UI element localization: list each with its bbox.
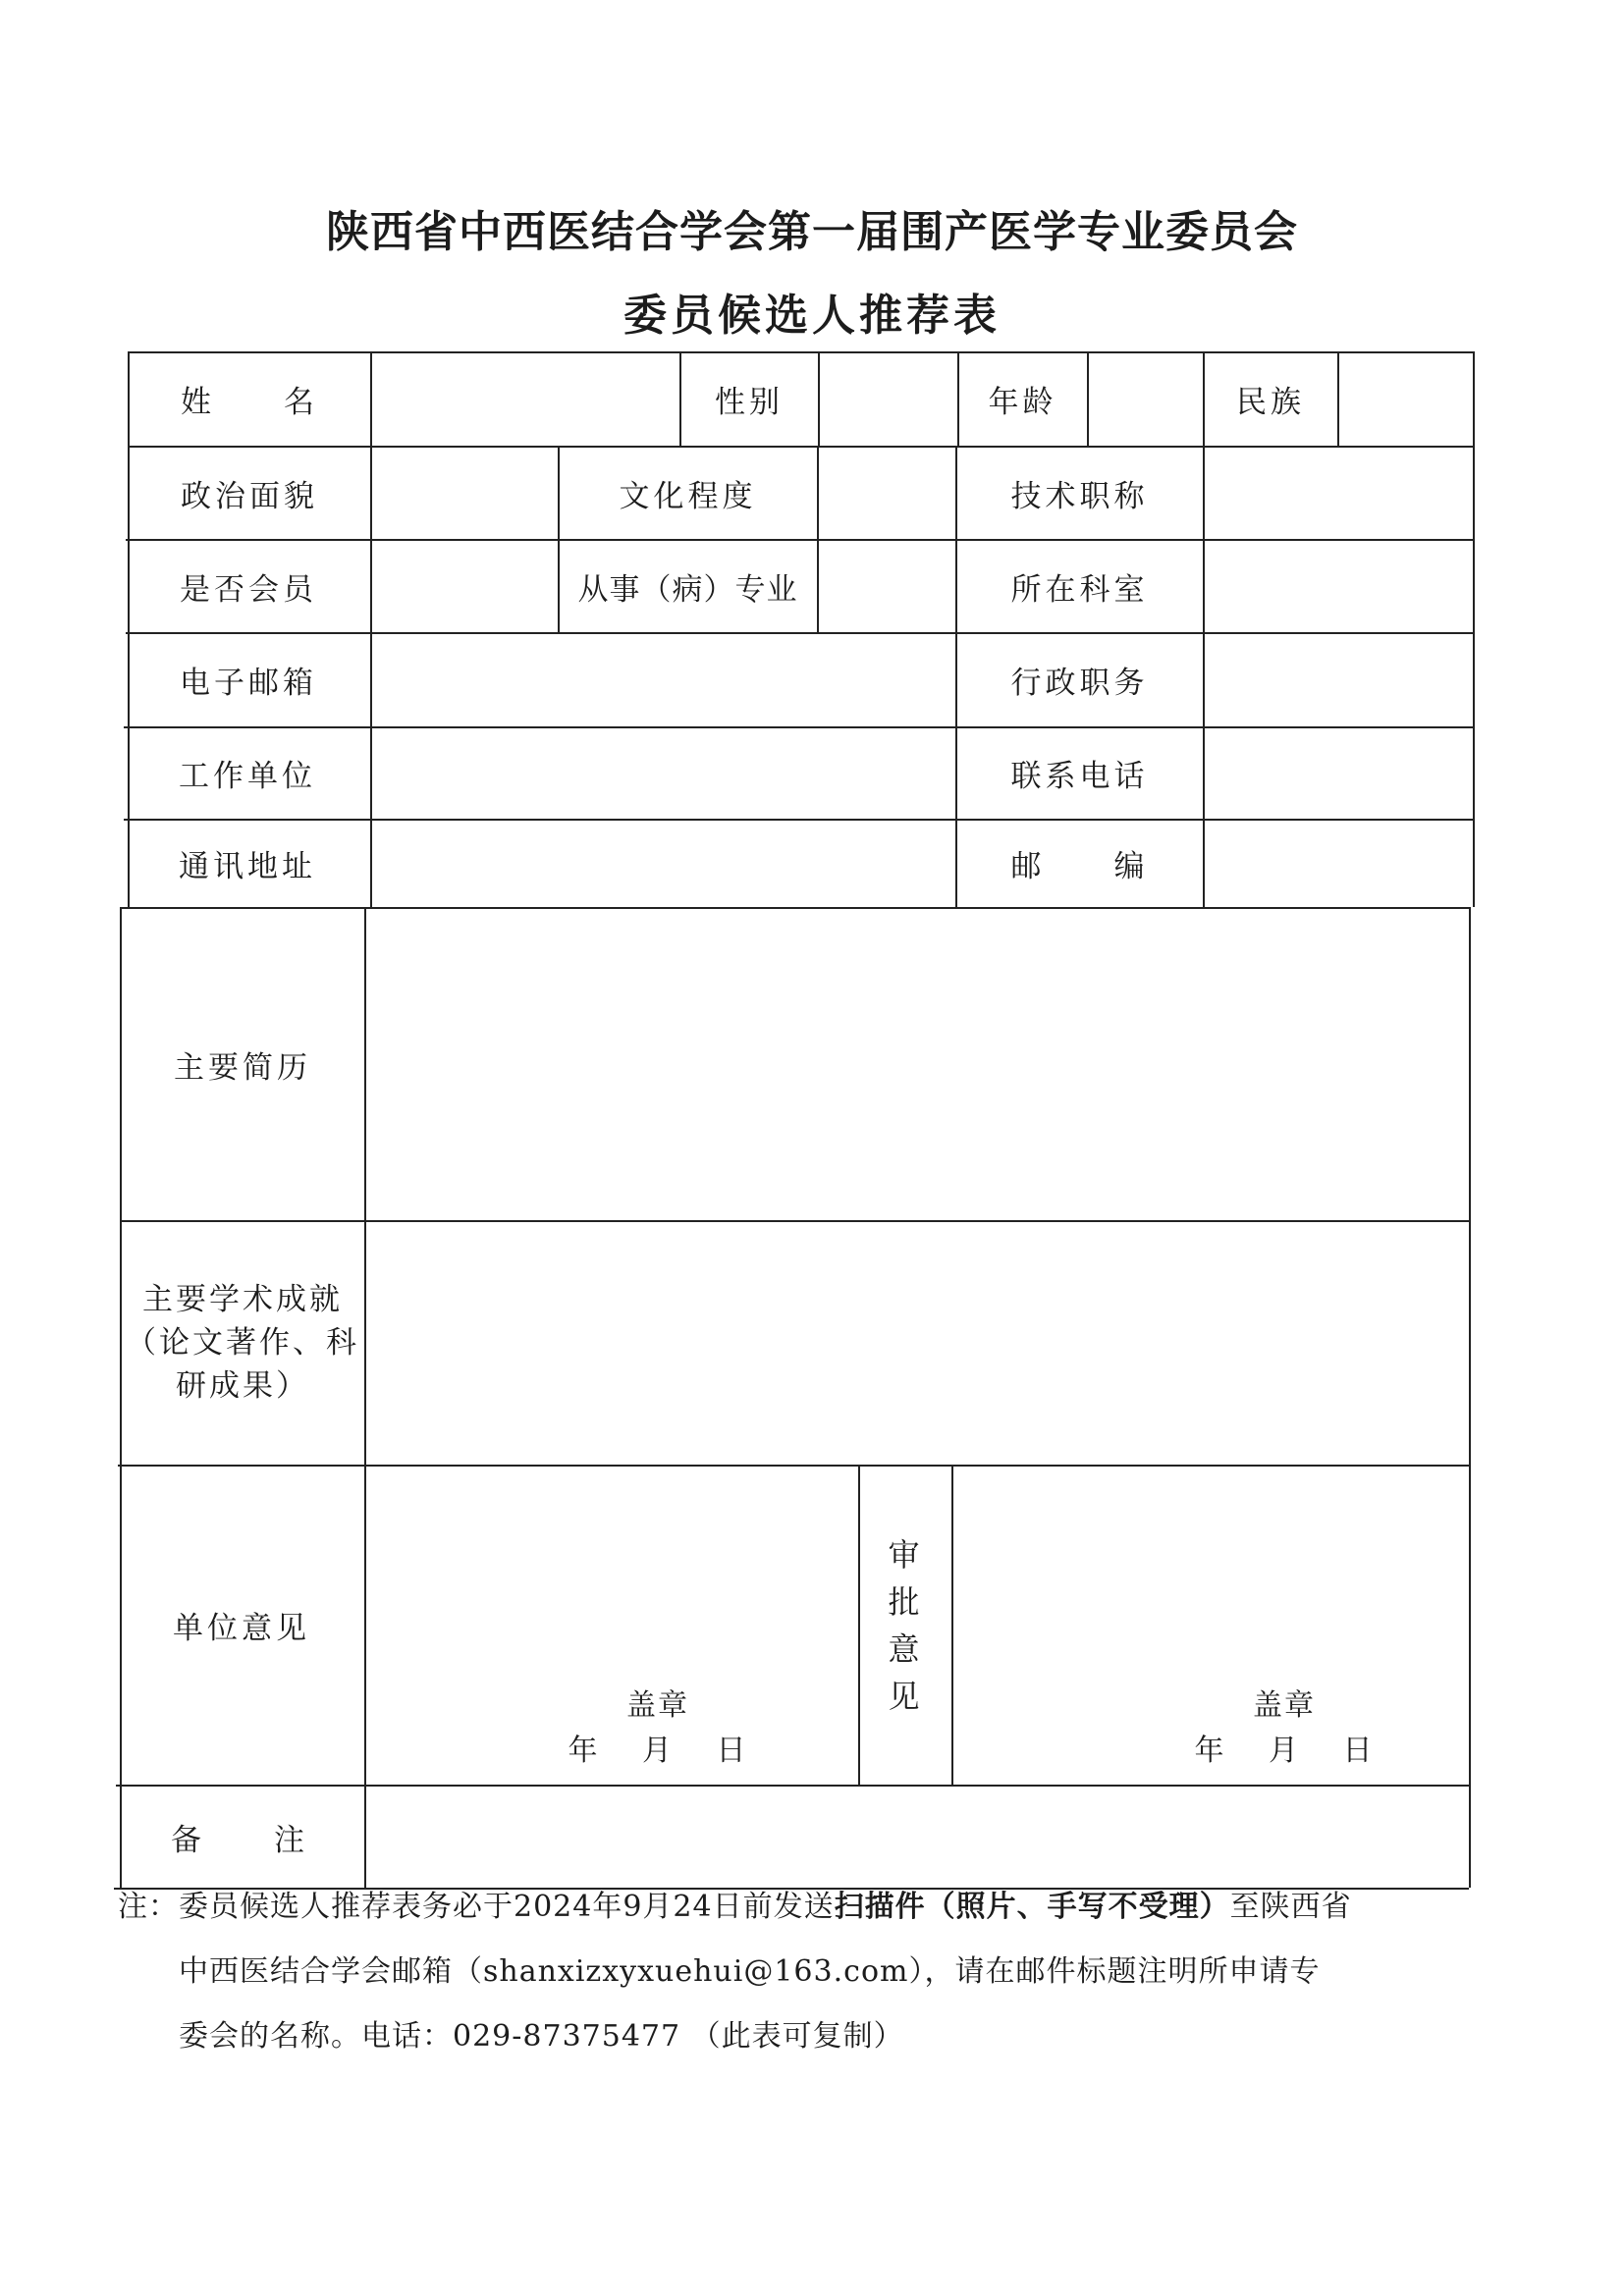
age-field[interactable] <box>1089 353 1203 446</box>
achievements-line-1: 主要学术成就 <box>142 1282 343 1317</box>
achievements-line-3: 研成果） <box>176 1368 309 1404</box>
approval-char-2: 批 <box>888 1582 924 1621</box>
unit-seal-label: 盖章 <box>626 1688 689 1723</box>
approval-seal-label: 盖章 <box>1253 1688 1316 1723</box>
approval-char-1: 审 <box>888 1535 924 1574</box>
label-admin-post: 行政职务 <box>1010 666 1149 701</box>
employer-field[interactable] <box>372 728 955 819</box>
approval-char-4: 见 <box>888 1677 924 1715</box>
specialty-field[interactable] <box>819 541 955 632</box>
unit-stamp-area <box>550 1683 766 1774</box>
email-field[interactable] <box>372 634 955 726</box>
resume-field[interactable] <box>366 909 1469 1220</box>
achievements-field[interactable] <box>366 1222 1469 1465</box>
unit-date-label: 年 月 日 <box>568 1734 748 1768</box>
postcode-field[interactable] <box>1205 821 1473 907</box>
label-gender: 性别 <box>715 385 784 420</box>
achievements-line-2: （论文著作、科 <box>126 1325 359 1361</box>
label-is-member: 是否会员 <box>180 571 317 608</box>
ethnicity-field[interactable] <box>1339 353 1473 446</box>
form-subtitle: 委员候选人推荐表 <box>623 291 1001 341</box>
label-postcode: 邮 编 <box>1010 849 1149 884</box>
department-field[interactable] <box>1205 541 1473 632</box>
footnote-emphasis: 扫描件（照片、手写不受理） <box>834 1890 1230 1924</box>
label-education: 文化程度 <box>619 478 757 514</box>
label-resume: 主要简历 <box>174 1049 311 1086</box>
label-unit-opinion: 单位意见 <box>173 1611 310 1646</box>
footnote-line-2: 中西医结合学会邮箱（shanxizxyxuehui@163.com），请在邮件标题注明所申请专 <box>179 1954 1321 1989</box>
footnote <box>118 1875 1492 2069</box>
label-ethnicity: 民族 <box>1236 385 1305 420</box>
label-address: 通讯地址 <box>179 849 316 884</box>
label-remarks: 备 注 <box>171 1822 308 1858</box>
name-field[interactable] <box>372 353 679 446</box>
remarks-field[interactable] <box>366 1787 1469 1888</box>
education-field[interactable] <box>819 448 955 539</box>
gender-field[interactable] <box>820 353 957 446</box>
approval-char-3: 意 <box>888 1629 924 1668</box>
is-member-field[interactable] <box>372 541 558 632</box>
footnote-line-3: 委会的名称。电话：029-87375477 （此表可复制） <box>179 2019 904 2054</box>
label-email: 电子邮箱 <box>180 666 317 701</box>
admin-post-field[interactable] <box>1205 634 1473 726</box>
political-status-field[interactable] <box>372 448 558 539</box>
phone-field[interactable] <box>1205 728 1473 819</box>
label-employer: 工作单位 <box>179 759 316 794</box>
professional-title-field[interactable] <box>1205 448 1473 539</box>
address-field[interactable] <box>372 821 955 907</box>
label-specialty: 从事（病）专业 <box>577 571 798 608</box>
footnote-label: 注： <box>118 1890 179 1924</box>
label-phone: 联系电话 <box>1010 759 1149 794</box>
form-title: 陕西省中西医结合学会第一届围产医学专业委员会 <box>326 207 1298 257</box>
footnote-text-1: 委员候选人推荐表务必于2024年9月24日前发送 <box>179 1890 835 1924</box>
label-department: 所在科室 <box>1010 571 1149 608</box>
footnote-text-2: 至陕西省 <box>1229 1890 1352 1924</box>
approval-stamp-area <box>1176 1683 1392 1774</box>
label-political-status: 政治面貌 <box>181 478 318 514</box>
label-age: 年龄 <box>988 385 1057 420</box>
label-name: 姓 名 <box>181 385 318 420</box>
approval-date-label: 年 月 日 <box>1194 1734 1375 1768</box>
label-achievements <box>121 1221 364 1465</box>
label-professional-title: 技术职称 <box>1010 478 1149 514</box>
label-approval-opinion <box>860 1466 951 1785</box>
